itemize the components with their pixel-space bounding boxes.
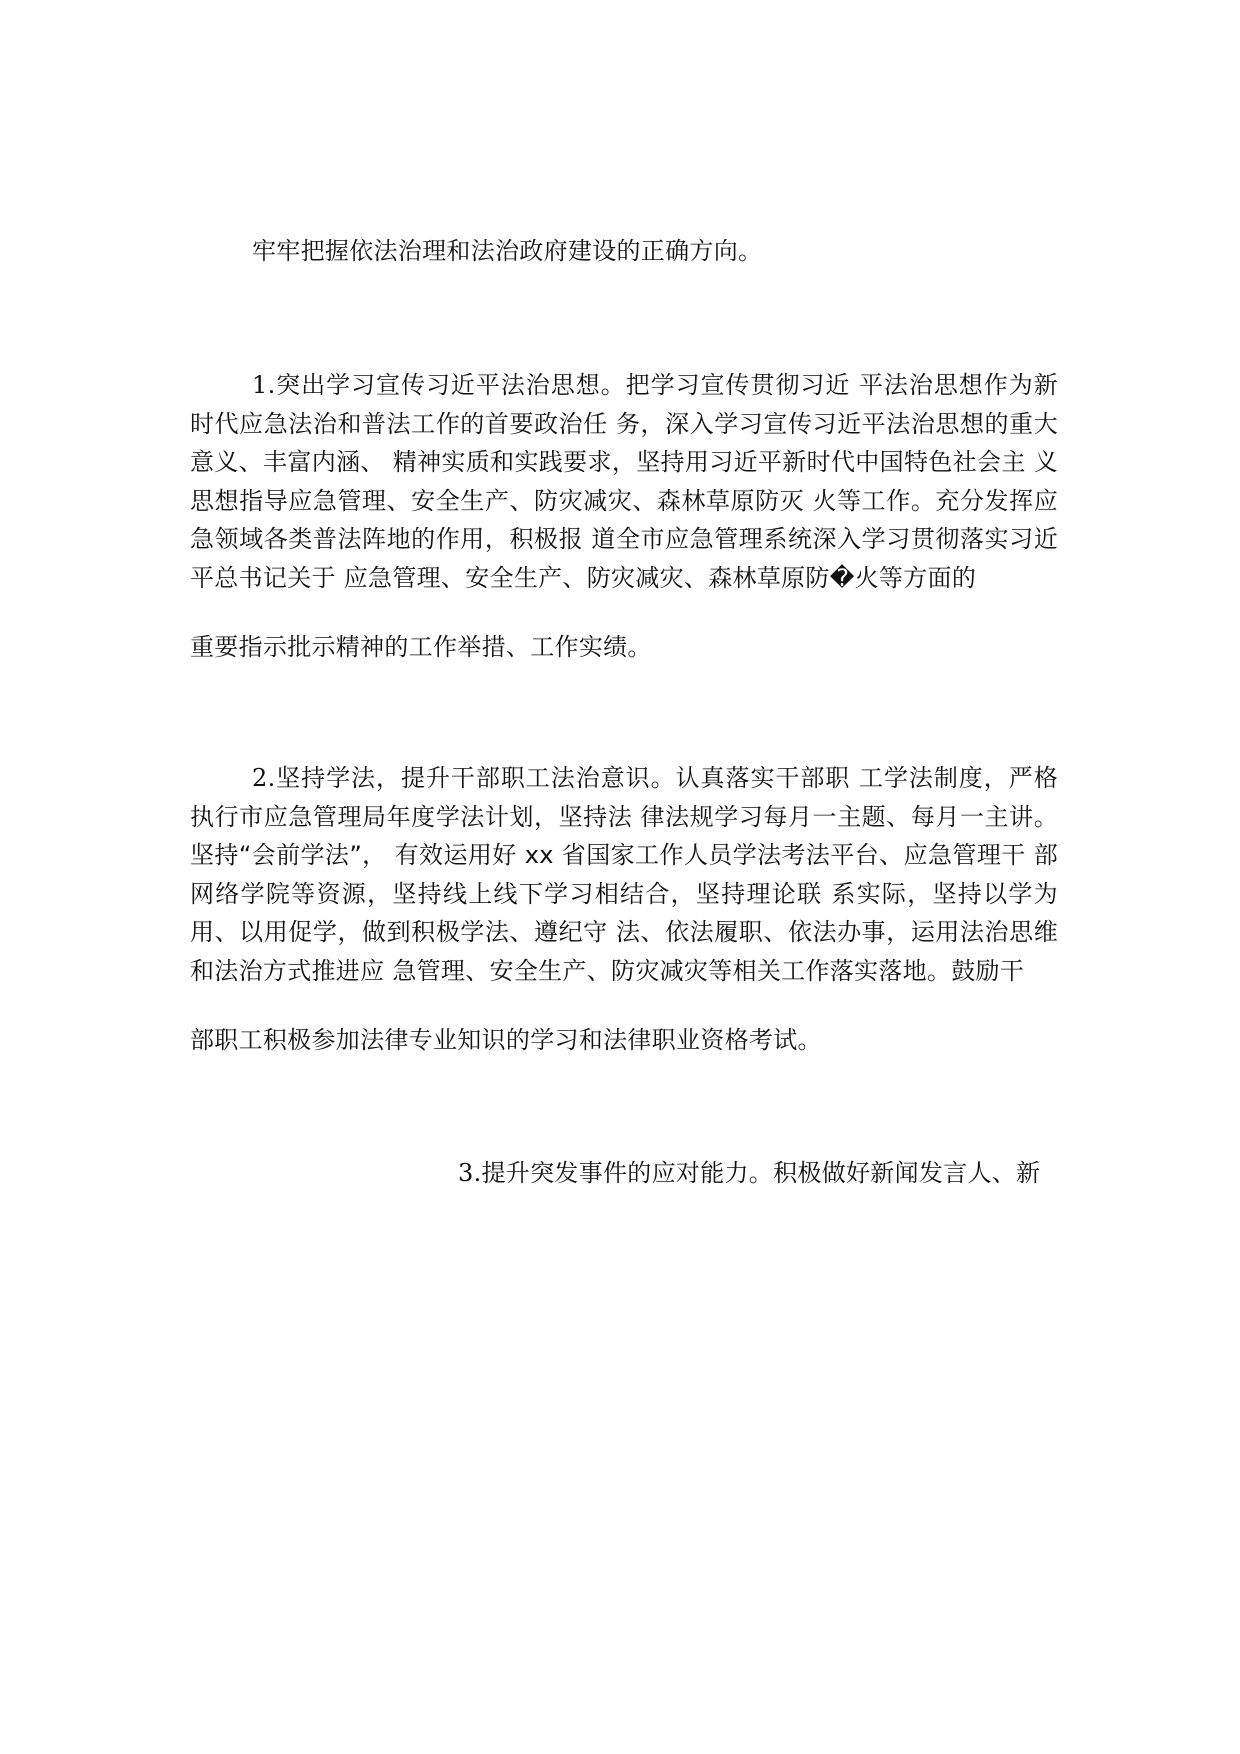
- paragraph-item-1-continuation: 重要指示批示精神的工作举措、工作实绩。: [190, 633, 652, 661]
- top-line: 牢牢把握依法治理和法治政府建设的正确方向。: [252, 237, 763, 265]
- paragraph-item-3: [458, 1154, 1040, 1192]
- item-body: 提升突发事件的应对能力。积极做好新闻发言人、新: [481, 1159, 1041, 1187]
- item-number: 2.: [252, 764, 276, 792]
- item-number: 1.: [252, 371, 276, 399]
- paragraph-item-1: [190, 366, 1058, 597]
- item-body: 突出学习宣传习近平法治思想。把学习宣传贯彻习近 平法治思想作为新时代应急法治和普法工作的首要政治任 务，深入学习宣传习近平法治思想的重大意义、丰富内涵、 精神实质和实践要求，坚持用习近平新时代中国特色社会主 义思想指导应急管理、安全生产、防灾减灾、森林草原防灭 火等工作。充分发挥应急领域各类普法阵地的作用，积极报 道全市应急管理系统深入学习贯彻落实习近平总书记关于 应急管理、安全生产、防灾减灾、森林草原防�火等方面的: [190, 371, 1058, 592]
- paragraph-item-2-continuation: 部职工积极参加法律专业知识的学习和法律职业资格考试。: [190, 1026, 822, 1054]
- paragraph-item-2: [190, 759, 1058, 990]
- item-body: 坚持学法，提升干部职工法治意识。认真落实干部职 工学法制度，严格执行市应急管理局年度学法计划，坚持法 律法规学习每月一主题、每月一主讲。坚持“会前学法”， 有效运用好 xx 省国家工作人员学法考法平台、应急管理干 部网络学院等资源，坚持线上线下学习相结合，坚持理论联 系实际，坚持以学为用、以用促学，做到积极学法、遵纪守 法、依法履职、依法办事，运用法治思维和法治方式推进应 急管理、安全生产、防灾减灾等相关工作落实落地。鼓励干: [190, 764, 1058, 985]
- item-number: 3.: [458, 1159, 482, 1187]
